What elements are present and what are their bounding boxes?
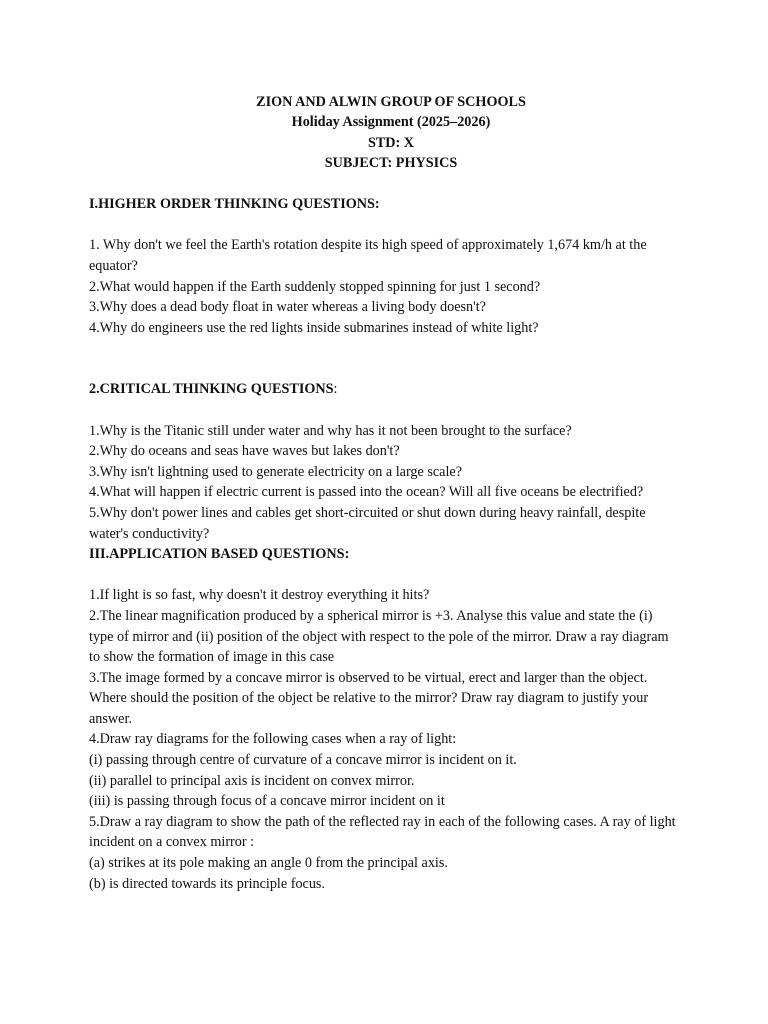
assignment-title: Holiday Assignment (2025–2026) <box>291 114 491 131</box>
section-2-question-5: 5.Why don't power lines and cables get short-circuited or shut down during heavy rainfall, despite water's conductivity? <box>89 504 646 542</box>
spacer <box>89 565 679 586</box>
section-2-question-1: 1.Why is the Titanic still under water and why has it not been brought to the surface? <box>89 422 572 439</box>
section-2-title <box>89 379 679 400</box>
section-1-question-3: 3.Why does a dead body float in water whereas a living body doesn't? <box>89 299 486 316</box>
section-3-question-3: 3.The image formed by a concave mirror is observed to be virtual, erect and larger than the object. Where should the position of the object be relative to the mirror? Draw ray diagram to justify your answer. <box>89 669 649 727</box>
spacer <box>89 215 679 236</box>
section-3-title: III.APPLICATION BASED QUESTIONS: <box>89 546 350 563</box>
subject-label: SUBJECT: PHYSICS <box>324 155 458 172</box>
section-2-title-colon: : <box>333 381 338 398</box>
spacer <box>89 400 679 421</box>
section-1-question-1: 1. Why don't we feel the Earth's rotation despite its high speed of approximately 1,674 km/h at the equator? <box>89 237 647 274</box>
section-3-question-2: 2.The linear magnification produced by a spherical mirror is +3. Analyse this value and state the (i) type of mirror and (ii) position of the object with respect to the pole of the mirror. Draw a ray diagram to show the formation of image in this case <box>89 607 669 666</box>
section-1-question-4: 4.Why do engineers use the red lights inside submarines instead of white light? <box>89 319 539 336</box>
section-3-question-4-i: (i) passing through centre of curvature of a concave mirror is incident on it. <box>89 752 517 769</box>
section-3-question-4: 4.Draw ray diagrams for the following cases when a ray of light: <box>89 731 457 748</box>
section-1-question-2: 2.What would happen if the Earth suddenly stopped spinning for just 1 second? <box>89 278 541 295</box>
section-1-title: I.HIGHER ORDER THINKING QUESTIONS: <box>89 196 380 213</box>
school-name: ZION AND ALWIN GROUP OF SCHOOLS <box>256 94 526 110</box>
document-page <box>89 92 679 894</box>
section-3-question-5-b: (b) is directed towards its principle focus. <box>89 875 325 892</box>
section-2-question-4: 4.What will happen if electric current is passed into the ocean? Will all five oceans be electrified? <box>89 484 644 501</box>
section-2-question-3: 3.Why isn't lightning used to generate electricity on a large scale? <box>89 463 463 480</box>
section-2-title-text: 2.CRITICAL THINKING QUESTIONS <box>89 381 334 398</box>
spacer <box>89 174 679 195</box>
document-header <box>89 92 679 174</box>
section-3-question-5: 5.Draw a ray diagram to show the path of the reflected ray in each of the following cases. A ray of light incident on a convex mirror : <box>89 813 676 851</box>
section-2-question-2: 2.Why do oceans and seas have waves but lakes don't? <box>89 443 400 460</box>
section-3-question-5-a: (a) strikes at its pole making an angle 0 from the principal axis. <box>89 855 448 872</box>
section-3-question-4-iii: (iii) is passing through focus of a concave mirror incident on it <box>89 793 445 810</box>
section-3-question-1: 1.If light is so fast, why doesn't it destroy everything it hits? <box>89 587 430 604</box>
spacer <box>89 338 679 379</box>
section-3-question-4-ii: (ii) parallel to principal axis is incident on convex mirror. <box>89 772 415 789</box>
standard-label: STD: X <box>367 134 415 151</box>
